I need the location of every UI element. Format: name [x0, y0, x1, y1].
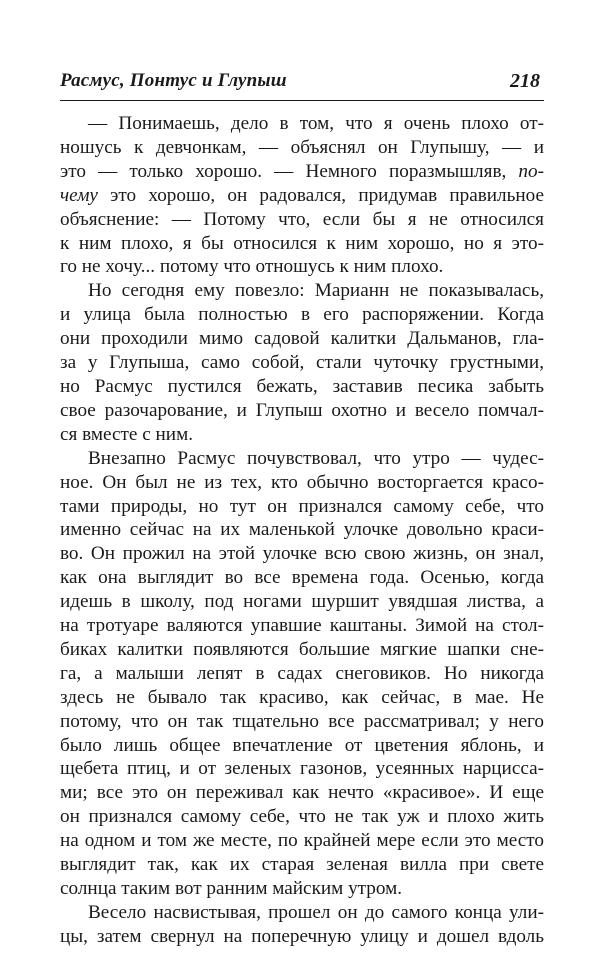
text-line: потому, что он так тщательно все рассматривал; у него [60, 710, 544, 732]
italic-word: чему [60, 184, 98, 206]
text-line: ношусь к девчонкам, — объяснял он Глупышу, — и [60, 136, 544, 158]
text-line: Внезапно Расмус почувствовал, что утро — чудес- [88, 447, 544, 469]
body-text [60, 112, 544, 949]
text-line: выглядит так, как их старая зеленая вилла при свете [60, 854, 544, 876]
text-line [60, 184, 544, 208]
text-line: тами природы, но тут он признался самому себе, что [60, 495, 544, 517]
text-line: к ним плохо, я бы относился к ним хорошо, но я это- [60, 232, 544, 254]
text-line: — Понимаешь, дело в том, что я очень плохо от- [88, 113, 544, 134]
page-header [60, 70, 544, 96]
running-title: Расмус, Понтус и Глупыш [60, 70, 287, 91]
text-line: но Расмус пустился бежать, заставив песика забыть [60, 375, 544, 397]
text-line: за у Глупыша, само собой, стали чуточку грустными, [60, 352, 544, 374]
text-line: объяснение: — Потому что, если бы я не относился [60, 208, 544, 230]
text-line: свое разочарование, и Глупыш охотно и весело помчал- [60, 399, 544, 421]
header-rule [60, 100, 544, 101]
text-line: он признался самому себе, что не так уж и плохо жить [60, 806, 544, 828]
text-line-part: это хорошо, он радовался, придумав правильное [110, 184, 544, 206]
text-line: и улица была полностью в его распоряжении. Когда [60, 304, 544, 326]
text-line: было лишь общее впечатление от цветения яблонь, и [60, 734, 544, 756]
text-line: биках калитки появляются большие мягкие шапки сне- [60, 638, 544, 660]
text-line: ся вместе с ним. [60, 423, 194, 445]
text-line: на одном и том же месте, по крайней мере если это место [60, 830, 544, 852]
text-line: во. Он прожил на этой улочке всю свою жизнь, он знал, [60, 543, 544, 565]
text-line: солнца таким вот ранним майским утром. [60, 878, 403, 899]
text-line: они проходили мимо садовой калитки Дальманов, гла- [60, 328, 544, 350]
text-line: го не хочу... потому что отношусь к ним плохо. [60, 256, 444, 278]
text-line: ми; все это он переживал как нечто «красивое». И еще [60, 782, 544, 804]
text-line: как она выглядит во все времена года. Осенью, когда [60, 567, 544, 589]
text-line: Весело насвистывая, прошел он до самого конца ули- [88, 901, 544, 923]
text-line: на тротуаре валяются упавшие каштаны. Зимой на стол- [60, 615, 544, 637]
text-line: идешь в школу, под ногами шуршит увядшая листва, а [60, 591, 544, 613]
text-line: цы, затем свернул на поперечную улицу и дошел вдоль [60, 925, 544, 947]
text-line: щебета птиц, и от зеленых газонов, усеянных нарцисса- [60, 758, 544, 780]
text-line: ное. Он был не из тех, кто обычно восторгается красо- [60, 471, 544, 493]
text-line-part: это — только хорошо. — Немного поразмышляв, [60, 160, 519, 182]
text-line: га, а малыши лепят в садах снеговиков. Но никогда [60, 662, 544, 684]
text-line: именно сейчас на их маленькой улочке довольно краси- [60, 519, 544, 541]
page-number: 218 [510, 70, 540, 92]
text-line: Но сегодня ему повезло: Марианн не показывалась, [88, 280, 544, 302]
text-line [60, 160, 544, 184]
text-line: здесь не бывало так красиво, как сейчас, в мае. Не [60, 686, 544, 708]
italic-word: по- [518, 160, 544, 182]
